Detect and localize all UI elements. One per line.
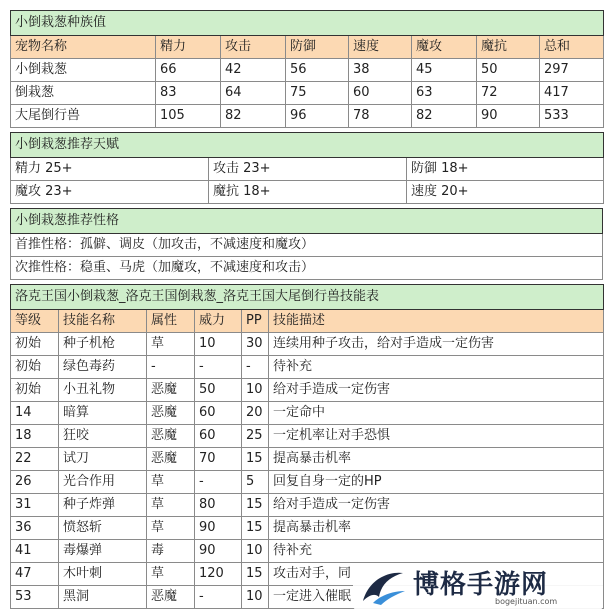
table-cell: 31 — [11, 494, 59, 517]
table-cell: 魔攻 23+ — [11, 181, 209, 204]
table-cell: 魔抗 18+ — [209, 181, 407, 204]
table-cell: 15 — [242, 448, 269, 471]
table-cell: 试刀 — [59, 448, 147, 471]
table-cell: 60 — [195, 425, 242, 448]
table-cell: 草 — [147, 333, 195, 356]
table-cell: - — [195, 471, 242, 494]
table-cell: 一定机率让对手恐惧 — [269, 425, 604, 448]
table-cell: 26 — [11, 471, 59, 494]
table-cell: 给对手造成一定伤害 — [269, 379, 604, 402]
table-cell: 给对手造成一定伤害 — [269, 494, 604, 517]
header-cell: 威力 — [195, 310, 242, 333]
table-cell: 攻击对手，同 — [269, 563, 604, 586]
header-cell: 等级 — [11, 310, 59, 333]
skill-table-title: 洛克王国小倒栽葱_洛克王国倒栽葱_洛克王国大尾倒行兽技能表 — [11, 285, 604, 310]
table-row — [11, 59, 604, 82]
table-cell: 木叶刺 — [59, 563, 147, 586]
watermark-url: bogejituan.com — [495, 597, 558, 606]
table-row — [11, 105, 604, 128]
header-cell: 宠物名称 — [11, 36, 156, 59]
skill-table — [10, 284, 604, 609]
table-cell: 防御 18+ — [407, 158, 604, 181]
table-cell: 光合作用 — [59, 471, 147, 494]
table-cell: 恶魔 — [147, 586, 195, 609]
table-row — [11, 181, 604, 204]
site-watermark — [353, 563, 603, 611]
table-row — [11, 82, 604, 105]
table-cell: 15 — [242, 563, 269, 586]
table-row — [11, 402, 604, 425]
table-cell: - — [242, 356, 269, 379]
table-cell: 草 — [147, 563, 195, 586]
skill-table-header-row — [11, 310, 604, 333]
nature-table-title: 小倒栽葱推荐性格 — [11, 209, 603, 234]
header-cell: 技能名称 — [59, 310, 147, 333]
race-table-title: 小倒栽葱种族值 — [11, 11, 604, 36]
table-cell: 初始 — [11, 356, 59, 379]
table-cell: 72 — [477, 82, 540, 105]
table-cell: 56 — [286, 59, 349, 82]
table-cell: 初始 — [11, 333, 59, 356]
table-cell: 种子炸弹 — [59, 494, 147, 517]
nature-table-title-row — [11, 209, 603, 234]
table-cell: 绿色毒药 — [59, 356, 147, 379]
header-cell: 防御 — [286, 36, 349, 59]
header-cell: 总和 — [540, 36, 604, 59]
table-cell: 狂咬 — [59, 425, 147, 448]
table-cell: 83 — [156, 82, 221, 105]
table-row — [11, 540, 604, 563]
race-table-title-row — [11, 11, 604, 36]
table-cell: 毒爆弹 — [59, 540, 147, 563]
table-cell: 恶魔 — [147, 448, 195, 471]
table-cell: - — [147, 356, 195, 379]
table-cell: 速度 20+ — [407, 181, 604, 204]
table-cell: 90 — [195, 517, 242, 540]
table-cell: 首推性格：孤僻、调皮（加攻击，不减速度和魔攻） — [11, 234, 603, 257]
table-cell: 10 — [195, 333, 242, 356]
skill-table-title-row — [11, 285, 604, 310]
table-row — [11, 448, 604, 471]
table-cell: 种子机枪 — [59, 333, 147, 356]
table-cell: 53 — [11, 586, 59, 609]
table-cell: 60 — [349, 82, 412, 105]
table-cell: - — [195, 356, 242, 379]
table-cell: 待补充 — [269, 540, 604, 563]
table-cell: 18 — [11, 425, 59, 448]
table-cell: 草 — [147, 517, 195, 540]
table-row — [11, 517, 604, 540]
table-row — [11, 356, 604, 379]
header-cell: 技能描述 — [269, 310, 604, 333]
table-cell: 533 — [540, 105, 604, 128]
table-cell: 回复自身一定的HP — [269, 471, 604, 494]
table-cell: 90 — [195, 540, 242, 563]
table-cell: 恶魔 — [147, 379, 195, 402]
table-cell: 297 — [540, 59, 604, 82]
talent-table-title-row — [11, 133, 604, 158]
table-cell: 5 — [242, 471, 269, 494]
table-cell: 64 — [221, 82, 286, 105]
watermark-text: 博格手游网 — [413, 570, 549, 600]
table-cell: 精力 25+ — [11, 158, 209, 181]
table-row — [11, 425, 604, 448]
header-cell: PP — [242, 310, 269, 333]
table-cell: 30 — [242, 333, 269, 356]
race-table-header-row — [11, 36, 604, 59]
table-cell: 120 — [195, 563, 242, 586]
table-cell: 提高暴击机率 — [269, 448, 604, 471]
table-cell: 45 — [412, 59, 477, 82]
table-cell: 42 — [221, 59, 286, 82]
table-cell: 36 — [11, 517, 59, 540]
table-row — [11, 379, 604, 402]
table-cell: 105 — [156, 105, 221, 128]
table-cell: 10 — [242, 586, 269, 609]
header-cell: 魔攻 — [412, 36, 477, 59]
header-cell: 攻击 — [221, 36, 286, 59]
page-content — [10, 10, 603, 609]
table-cell: 50 — [477, 59, 540, 82]
table-row — [11, 333, 604, 356]
table-row — [11, 471, 604, 494]
table-cell: 倒栽葱 — [11, 82, 156, 105]
table-cell: 毒 — [147, 540, 195, 563]
header-cell: 属性 — [147, 310, 195, 333]
table-cell: 大尾倒行兽 — [11, 105, 156, 128]
table-cell: 60 — [195, 402, 242, 425]
table-cell: 417 — [540, 82, 604, 105]
swoosh-logo-icon — [359, 567, 407, 607]
table-cell: 47 — [11, 563, 59, 586]
table-cell: 50 — [195, 379, 242, 402]
nature-table — [10, 208, 603, 280]
header-cell: 魔抗 — [477, 36, 540, 59]
table-cell: 78 — [349, 105, 412, 128]
table-cell: 10 — [242, 379, 269, 402]
table-cell: 14 — [11, 402, 59, 425]
table-cell: 82 — [221, 105, 286, 128]
table-cell: 恶魔 — [147, 402, 195, 425]
table-cell: 小倒栽葱 — [11, 59, 156, 82]
table-cell: 草 — [147, 494, 195, 517]
table-cell: 90 — [477, 105, 540, 128]
table-cell: 66 — [156, 59, 221, 82]
table-cell: 20 — [242, 402, 269, 425]
table-row — [11, 158, 604, 181]
header-cell: 速度 — [349, 36, 412, 59]
table-cell: 38 — [349, 59, 412, 82]
table-row — [11, 257, 603, 280]
table-cell: 愤怒斩 — [59, 517, 147, 540]
table-cell: 恶魔 — [147, 425, 195, 448]
table-cell: 暗算 — [59, 402, 147, 425]
table-cell: 41 — [11, 540, 59, 563]
race-values-table — [10, 10, 604, 128]
table-cell: 攻击 23+ — [209, 158, 407, 181]
table-cell: 10 — [242, 540, 269, 563]
table-cell: 初始 — [11, 379, 59, 402]
table-cell: 15 — [242, 517, 269, 540]
table-cell: 80 — [195, 494, 242, 517]
table-cell: 次推性格：稳重、马虎（加魔攻，不减速度和攻击） — [11, 257, 603, 280]
table-cell: 黑洞 — [59, 586, 147, 609]
table-cell: 小丑礼物 — [59, 379, 147, 402]
header-cell: 精力 — [156, 36, 221, 59]
table-cell: 25 — [242, 425, 269, 448]
table-row — [11, 234, 603, 257]
table-cell: 连续用种子攻击，给对手造成一定伤害 — [269, 333, 604, 356]
talent-table-title: 小倒栽葱推荐天赋 — [11, 133, 604, 158]
table-cell: 15 — [242, 494, 269, 517]
table-cell: 一定命中 — [269, 402, 604, 425]
table-cell: 70 — [195, 448, 242, 471]
table-cell: 22 — [11, 448, 59, 471]
table-cell: 待补充 — [269, 356, 604, 379]
table-row — [11, 494, 604, 517]
table-cell: 提高暴击机率 — [269, 517, 604, 540]
talent-table — [10, 132, 604, 204]
table-cell: 63 — [412, 82, 477, 105]
table-cell: - — [195, 586, 242, 609]
table-cell: 草 — [147, 471, 195, 494]
table-cell: 一定进入催眠 — [269, 586, 604, 609]
table-cell: 96 — [286, 105, 349, 128]
table-cell: 75 — [286, 82, 349, 105]
table-cell: 82 — [412, 105, 477, 128]
